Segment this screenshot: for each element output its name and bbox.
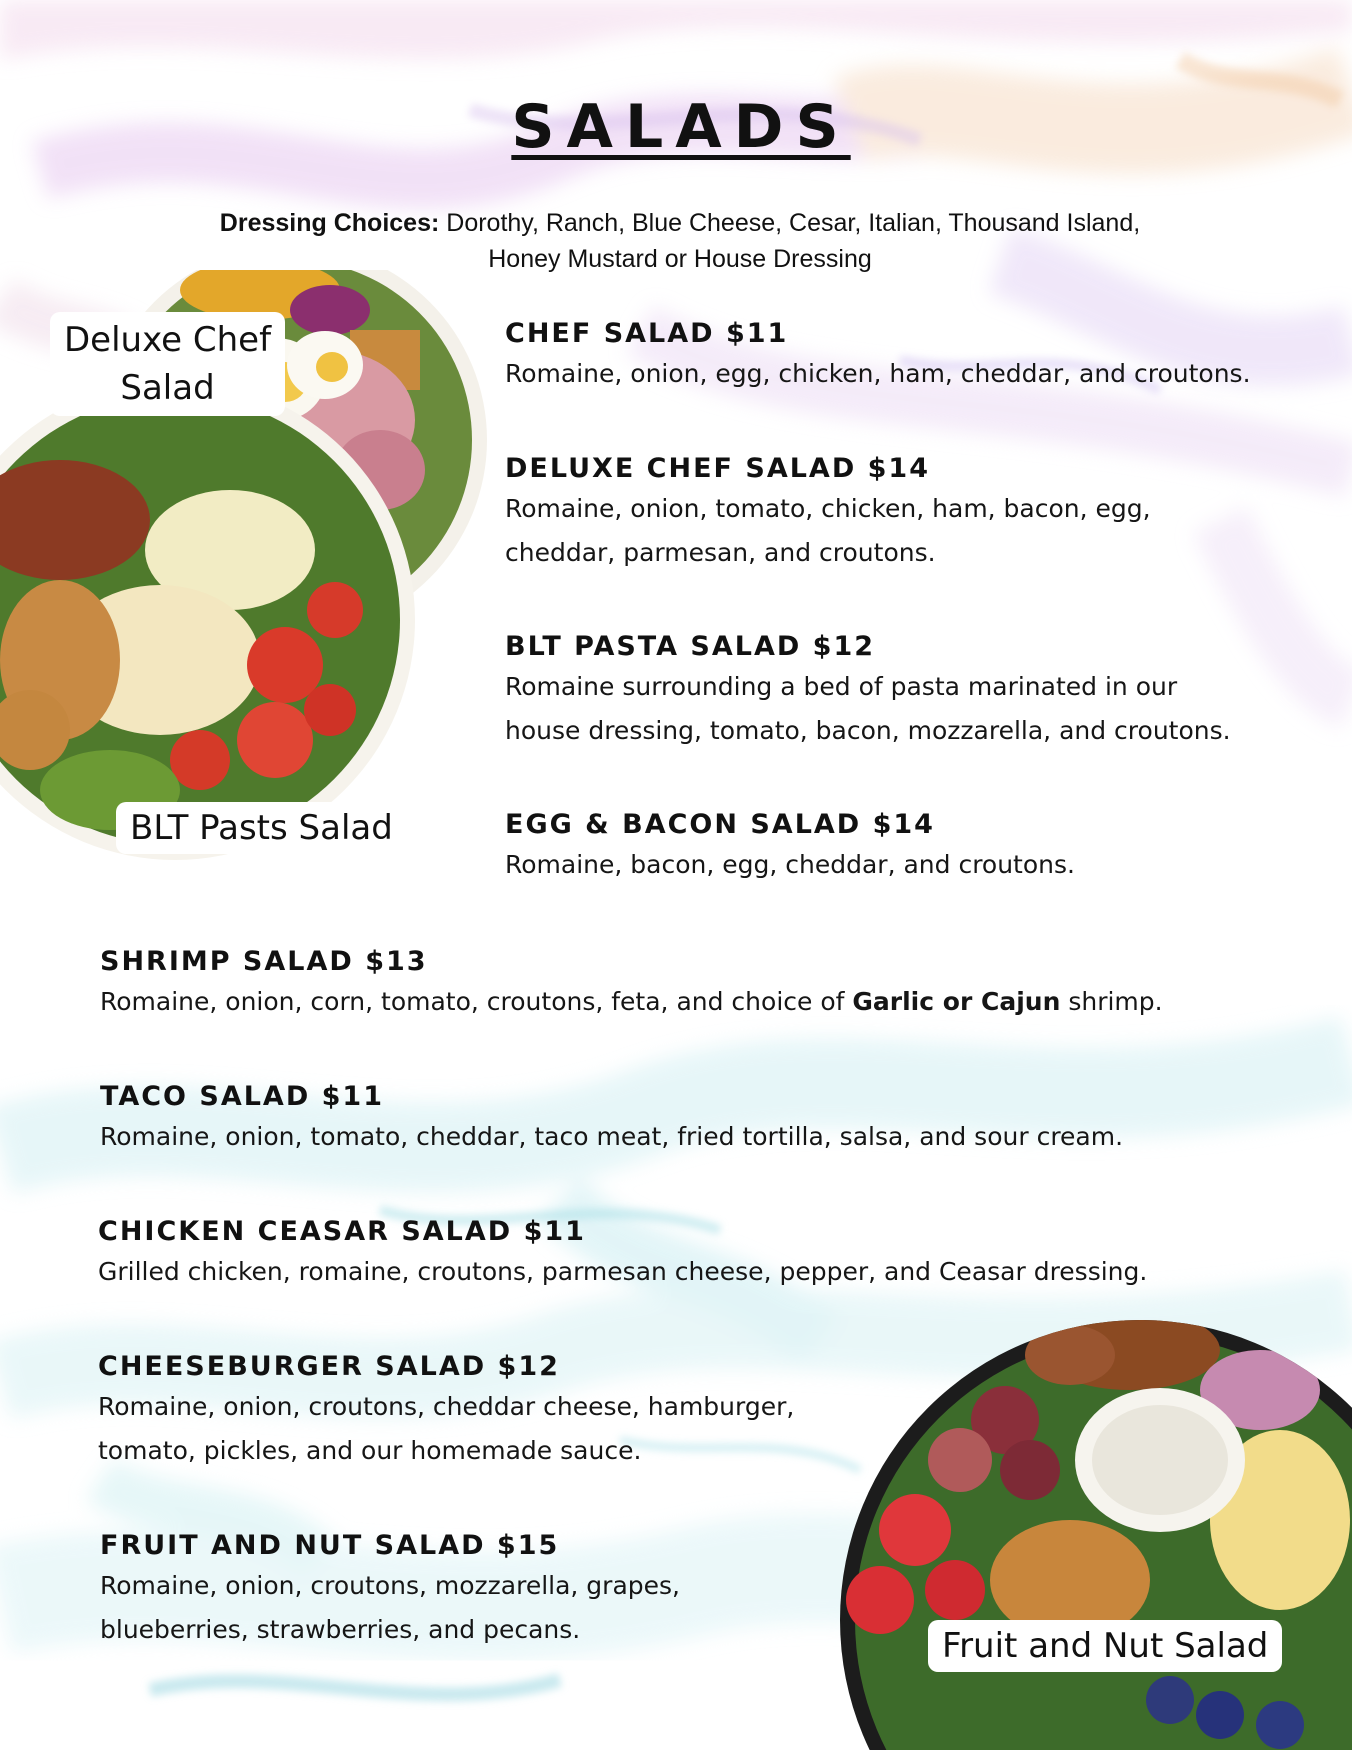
desc-emphasis: Garlic or Cajun — [852, 987, 1061, 1016]
item-name: BLT PASTA SALAD $12 — [505, 631, 876, 662]
item-name: DELUXE CHEF SALAD $14 — [505, 453, 930, 484]
desc-text: Romaine, onion, corn, tomato, croutons, feta, and choice of — [100, 987, 853, 1016]
item-name: TACO SALAD $11 — [100, 1081, 384, 1112]
item-description-line-1: Romaine surrounding a bed of pasta marinated in our — [505, 672, 1178, 701]
item-description: Romaine, bacon, egg, cheddar, and croutons. — [505, 850, 1075, 879]
item-description-line-1: Romaine, onion, croutons, cheddar cheese, hamburger, — [98, 1392, 795, 1421]
menu-item-taco-salad — [100, 1079, 1123, 1159]
deluxe-chef-salad-tag — [50, 312, 285, 416]
item-name: FRUIT AND NUT SALAD $15 — [100, 1530, 560, 1561]
menu-item-cheeseburger-salad — [98, 1349, 794, 1473]
dressing-line-1: Dorothy, Ranch, Blue Cheese, Cesar, Italian, Thousand Island, — [446, 209, 1141, 237]
item-description-line-2: cheddar, parmesan, and croutons. — [505, 538, 936, 567]
menu-item-blt-pasta-salad — [505, 629, 1231, 753]
item-description-line-2: house dressing, tomato, bacon, mozzarella, and croutons. — [505, 716, 1231, 745]
item-description-line-2: tomato, pickles, and our homemade sauce. — [98, 1436, 642, 1465]
item-description-line-1: Romaine, onion, tomato, chicken, ham, bacon, egg, — [505, 494, 1151, 523]
item-name: CHEF SALAD $11 — [505, 318, 789, 349]
menu-item-chicken-ceasar-salad — [98, 1214, 1147, 1294]
item-name: EGG & BACON SALAD $14 — [505, 809, 935, 840]
item-name: SHRIMP SALAD $13 — [100, 946, 428, 977]
item-description — [100, 980, 1163, 1024]
item-description-line-2: blueberries, strawberries, and pecans. — [100, 1615, 581, 1644]
item-description: Romaine, onion, tomato, cheddar, taco meat, fried tortilla, salsa, and sour cream. — [100, 1122, 1124, 1151]
desc-text-end: shrimp. — [1060, 987, 1163, 1016]
menu-item-chef-salad — [505, 316, 1251, 396]
page-title: SALADS — [511, 92, 851, 162]
menu-item-fruit-and-nut-salad — [100, 1528, 680, 1652]
menu-item-egg-bacon-salad — [505, 807, 1075, 887]
item-description: Grilled chicken, romaine, croutons, parmesan cheese, pepper, and Ceasar dressing. — [98, 1257, 1148, 1286]
fruit-and-nut-salad-tag: Fruit and Nut Salad — [928, 1620, 1282, 1672]
fruit-and-nut-salad-photo — [840, 1320, 1352, 1750]
deluxe-tag-line-2: Salad — [120, 368, 215, 408]
item-name: CHICKEN CEASAR SALAD $11 — [98, 1216, 586, 1247]
menu-item-shrimp-salad — [100, 944, 1163, 1024]
item-description-line-1: Romaine, onion, croutons, mozzarella, grapes, — [100, 1571, 680, 1600]
dressing-label: Dressing Choices: — [219, 209, 440, 237]
deluxe-tag-line-1: Deluxe Chef — [64, 320, 272, 360]
item-name: CHEESEBURGER SALAD $12 — [98, 1351, 560, 1382]
item-description: Romaine, onion, egg, chicken, ham, cheddar, and croutons. — [505, 359, 1251, 388]
dressing-choices — [120, 205, 1240, 277]
menu-item-deluxe-chef-salad — [505, 451, 1151, 575]
dressing-line-2: Honey Mustard or House Dressing — [488, 245, 872, 273]
blt-pasta-salad-tag: BLT Pasts Salad — [116, 802, 407, 854]
